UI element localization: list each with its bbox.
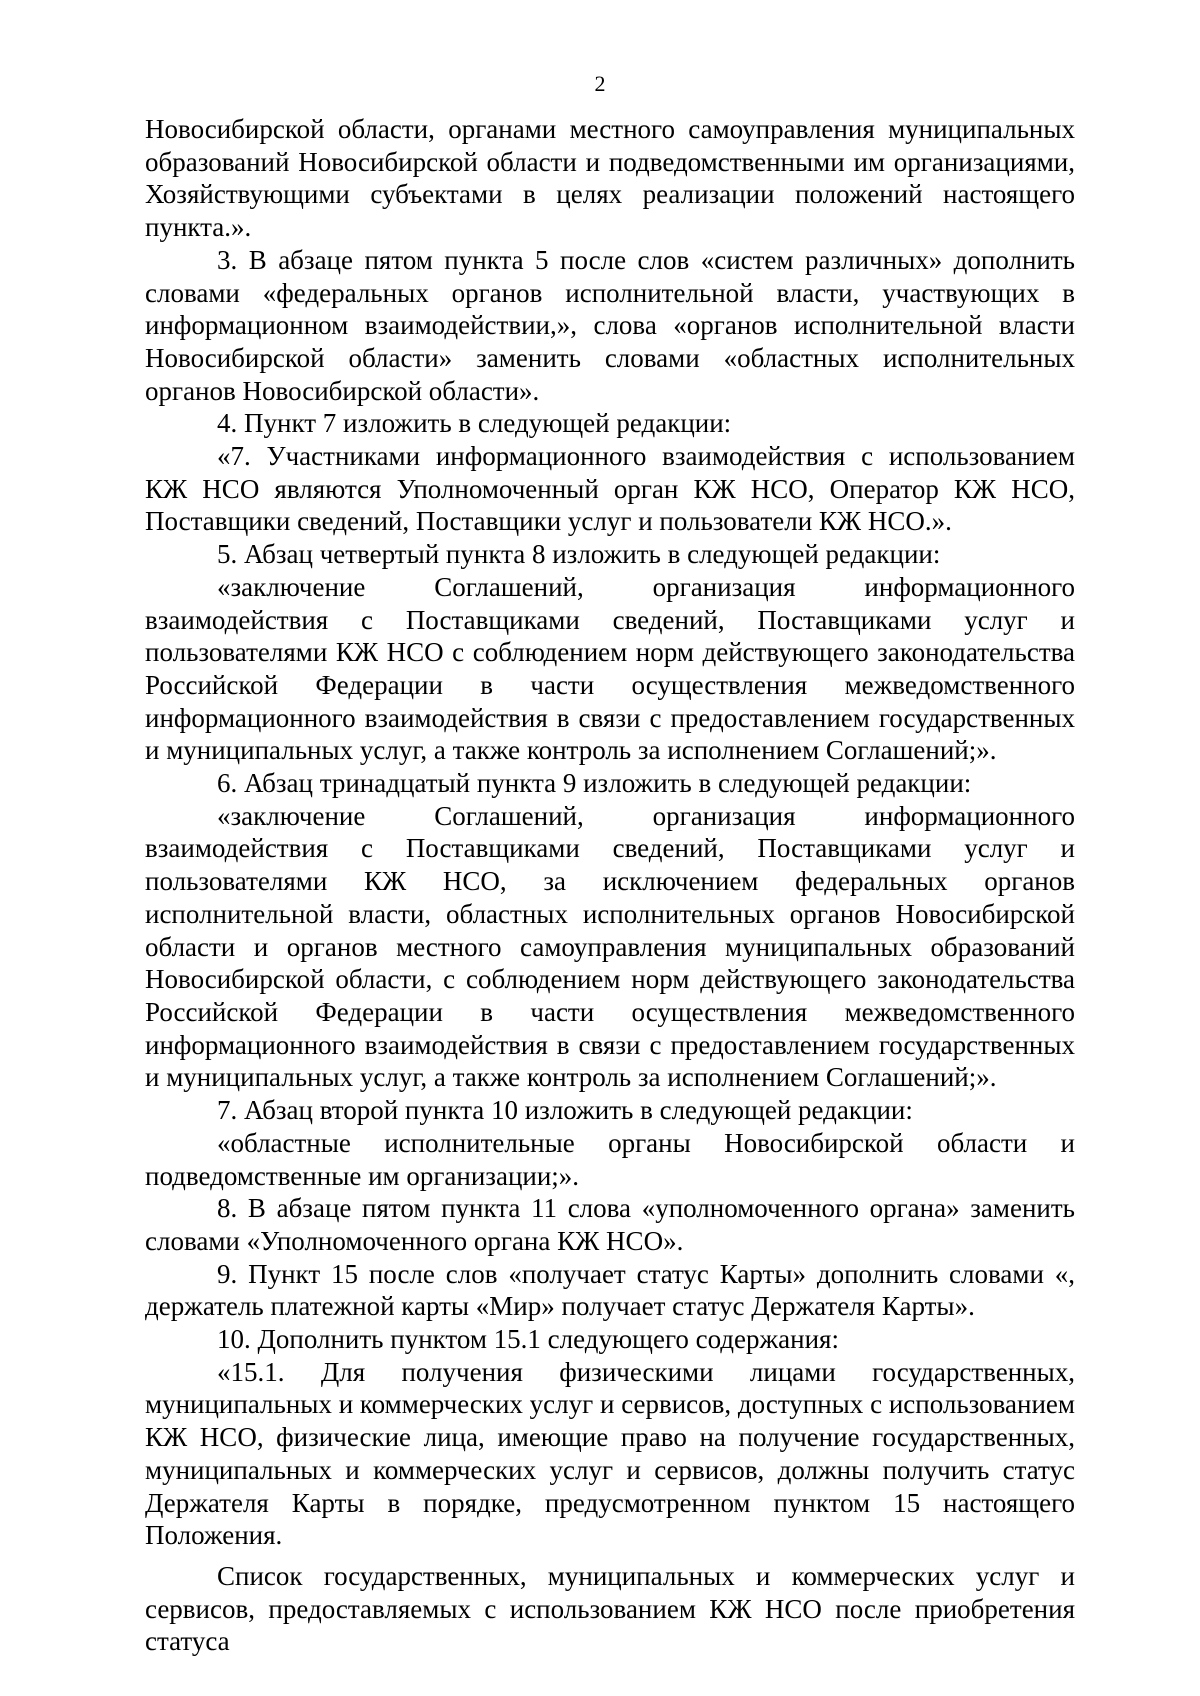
page-number: 2: [594, 71, 606, 96]
paragraph-quote-item-10: «областные исполнительные органы Новосибирской области и подведомственные им организации;».: [145, 1127, 1075, 1191]
paragraph-item-4: 4. Пункт 7 изложить в следующей редакции:: [217, 408, 732, 439]
paragraph-quote-item-15-1: «15.1. Для получения физическими лицами государственных, муниципальных и коммерческих услуг и сервисов, доступных с использованием КЖ НСО, физические лица, имеющие право на получение государственных, муниципальных и коммерческих услуг и сервисов, должны получить статус Держателя Карты в порядке, предусмотренном пунктом 15 настоящего Положения.: [145, 1356, 1075, 1551]
paragraph-item-6: 6. Абзац тринадцатый пункта 9 изложить в следующей редакции:: [217, 768, 972, 799]
paragraph-item-7: 7. Абзац второй пункта 10 изложить в следующей редакции:: [217, 1095, 913, 1126]
document-body: [145, 113, 1075, 1658]
paragraph-item-5: 5. Абзац четвертый пункта 8 изложить в следующей редакции:: [217, 539, 941, 570]
paragraph-item-3: 3. В абзаце пятом пункта 5 после слов «систем различных» дополнить словами «федеральных органов исполнительной власти, участвующих в информационном взаимодействии,», слова «органов исполнительной власти Новосибирской области» заменить словами «областных исполнительных органов Новосибирской области».: [145, 244, 1075, 406]
paragraph-services-list: Список государственных, муниципальных и коммерческих услуг и сервисов, предоставляемых с использованием КЖ НСО после приобретения статуса: [145, 1560, 1075, 1657]
paragraph-item-9: 9. Пункт 15 после слов «получает статус Карты» дополнить словами «, держатель платежной карты «Мир» получает статус Держателя Карты».: [145, 1258, 1075, 1322]
paragraph-quote-item-8: «заключение Соглашений, организация информационного взаимодействия с Поставщиками сведений, Поставщиками услуг и пользователями КЖ НСО с соблюдением норм действующего законодательства Российской Федерации в части осуществления межведомственного информационного взаимодействия в связи с предоставлением государственных и муниципальных услуг, а также контроль за исполнением Соглашений;».: [145, 571, 1075, 766]
paragraph-item-10: 10. Дополнить пунктом 15.1 следующего содержания:: [217, 1324, 839, 1355]
paragraph-continuation: Новосибирской области, органами местного самоуправления муниципальных образований Новосибирской области и подведомственными им организациями, Хозяйствующими субъектами в целях реализации положений настоящего пункта.».: [145, 114, 1075, 243]
paragraph-quote-item-7: «7. Участниками информационного взаимодействия с использованием КЖ НСО являются Уполномоченный орган КЖ НСО, Оператор КЖ НСО, Поставщики сведений, Поставщики услуг и пользователи КЖ НСО.».: [145, 441, 1075, 537]
paragraph-item-8: 8. В абзаце пятом пункта 11 слова «уполномоченного органа» заменить словами «Уполномоченного органа КЖ НСО».: [145, 1193, 1075, 1256]
paragraph-quote-item-9: «заключение Соглашений, организация информационного взаимодействия с Поставщиками сведений, Поставщиками услуг и пользователями КЖ НСО, за исключением федеральных органов исполнительной власти, областных исполнительных органов Новосибирской области и органов местного самоуправления муниципальных образований Новосибирской области, с соблюдением норм действующего законодательства Российской Федерации в части осуществления межведомственного информационного взаимодействия в связи с предоставлением государственных и муниципальных услуг, а также контроль за исполнением Соглашений;».: [145, 800, 1075, 1093]
